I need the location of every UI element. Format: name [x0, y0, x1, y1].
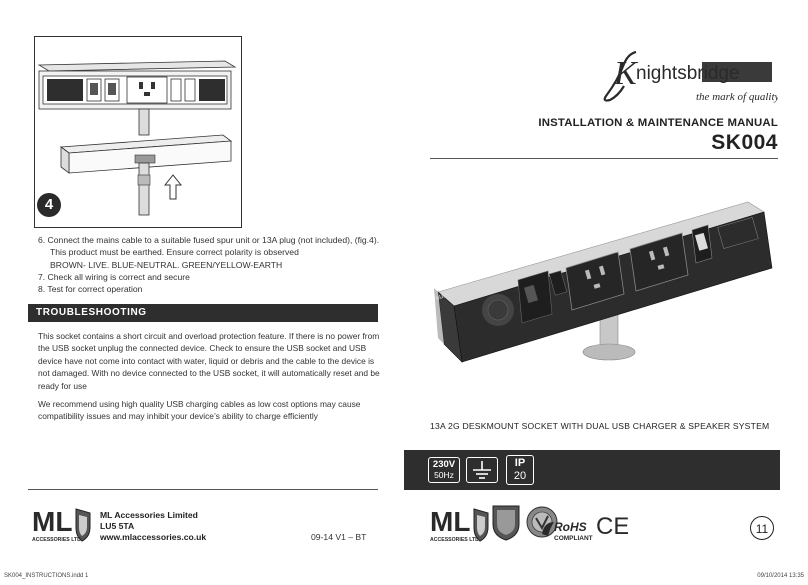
- product-image: [426, 198, 786, 376]
- earth-symbol-badge: [466, 457, 498, 483]
- troubleshooting-paragraph: We recommend using high quality USB charging cables as low cost options may cause compatibility issues and may inhibit your device’s ability to charge efficiently: [38, 399, 361, 422]
- voltage-value: 230V: [432, 459, 456, 470]
- earth-icon: [467, 458, 497, 482]
- brand-tagline: the mark of quality: [696, 91, 778, 103]
- ml-logo-text: ML: [430, 506, 471, 537]
- document-version: 09-14 V1 – BT: [311, 532, 367, 542]
- manual-title: INSTALLATION & MAINTENANCE MANUAL: [538, 117, 778, 129]
- brand-name: nightsbridge: [636, 63, 740, 84]
- ml-logo-text: ML: [32, 506, 73, 537]
- print-file-name: SK004_INSTRUCTIONS.indd 1: [4, 573, 89, 579]
- rohs-subtext: COMPLIANT: [554, 535, 593, 542]
- product-caption: 13A 2G DESKMOUNT SOCKET WITH DUAL USB CHARGER & SPEAKER SYSTEM: [430, 421, 770, 431]
- instruction-line: This product must be earthed. Ensure correct polarity is observed: [50, 247, 299, 258]
- installation-figure: [34, 36, 242, 228]
- company-name: ML Accessories Limited: [100, 510, 198, 520]
- spec-bar: [404, 450, 780, 490]
- troubleshooting-heading: TROUBLESHOOTING: [28, 304, 378, 322]
- frequency-value: 50Hz: [434, 470, 454, 480]
- ip-label: IP: [514, 457, 526, 469]
- page-number: 11: [750, 516, 774, 540]
- ml-logo-subtext: ACCESSORIES LTD: [32, 537, 81, 543]
- company-postcode: LU5 5TA: [100, 521, 135, 531]
- voltage-badge: [428, 457, 460, 483]
- ml-logo-subtext: ACCESSORIES LTD: [430, 537, 479, 543]
- instruction-line: 7. Check all wiring is correct and secure: [38, 271, 190, 282]
- troubleshooting-text: [38, 330, 383, 429]
- ip-rating-badge: [506, 455, 534, 485]
- print-timestamp: 09/10/2014 13:35: [757, 573, 804, 579]
- company-address: [100, 510, 198, 532]
- website-link[interactable]: www.mlaccessories.co.uk: [100, 532, 207, 542]
- ce-mark-text: CE: [596, 513, 628, 538]
- troubleshooting-paragraph: This socket contains a short circuit and overload protection feature. If there is no power from the USB socket unplug the connected device. Check to ensure the USB socket and USB device have not come into contact with water, liquid or debris and the cable to the device is not damaged. With no device connected to the USB socket, it will automatically reset and be ready for use: [38, 331, 380, 391]
- instruction-line: 6. Connect the mains cable to a suitable fused spur unit or 13A plug (not included), (fig.4).: [38, 235, 380, 245]
- ml-accessories-logo: [32, 505, 96, 545]
- instruction-line: BROWN- LIVE. BLUE-NEUTRAL. GREEN/YELLOW-EARTH: [50, 259, 283, 270]
- divider: [430, 158, 778, 159]
- step-number-badge: 4: [37, 193, 61, 217]
- brand-initial: K: [614, 55, 637, 92]
- knightsbridge-logo: [598, 50, 778, 108]
- rohs-text: RoHS: [554, 520, 587, 534]
- divider: [28, 489, 378, 490]
- installation-instructions: [38, 234, 383, 295]
- ip-value: 20: [513, 470, 527, 482]
- product-label-text: audio: [434, 290, 454, 302]
- mounting-diagram: [35, 37, 241, 227]
- ce-mark-icon: [596, 512, 628, 538]
- approval-shield-icon: [491, 502, 521, 542]
- instruction-line: 8. Test for correct operation: [38, 284, 143, 295]
- rohs-compliant-badge: [540, 518, 596, 542]
- ml-accessories-logo: [430, 505, 494, 545]
- model-number: SK004: [711, 131, 778, 154]
